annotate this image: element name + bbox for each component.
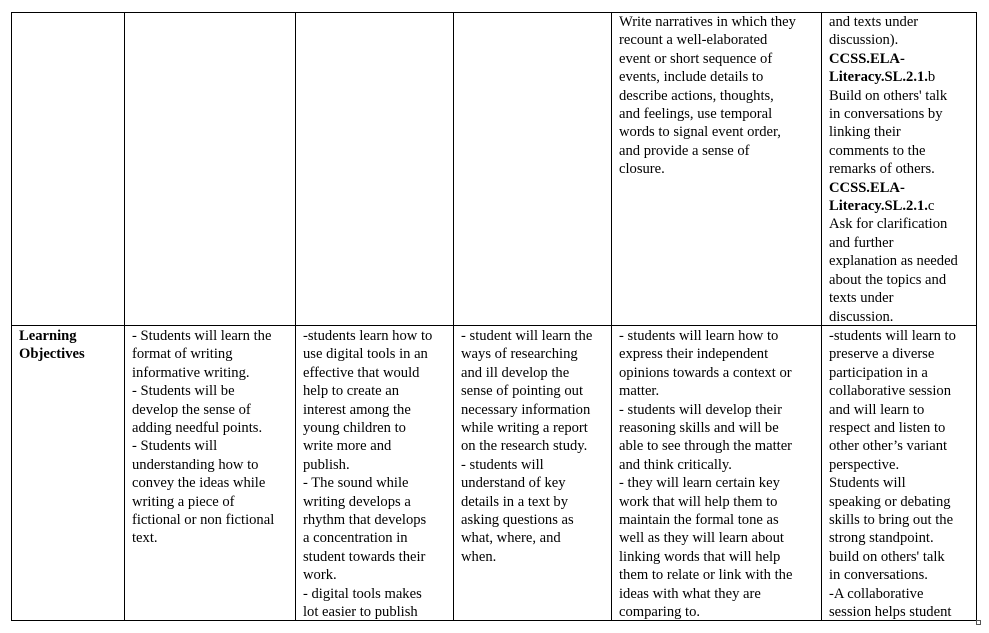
text-line: recount a well-elaborated [619,32,768,49]
text-line: ideas with what they are [619,585,761,602]
text-line: speaking or debating [829,493,951,510]
text-line: young children to [303,420,406,437]
text-line: and feelings, use temporal [619,106,773,123]
text-line: collaborative session [829,383,951,400]
text-line: participation in a [829,364,928,381]
text-line: sense of pointing out [461,383,584,400]
text-line: and ill develop the [461,364,570,381]
text-line: and texts under [829,14,919,30]
text-line: use digital tools in an [303,346,428,363]
text-line: lot easier to publish [303,604,418,620]
text-line: help to create an [303,383,400,400]
text-line: understanding how to [132,456,259,473]
text-line: Build on others' talk [829,87,948,104]
learning-objectives-col6-cell [822,327,976,620]
text-line: - digital tools makes [303,585,422,602]
text-line: - students will learn how to [619,328,779,344]
text-line: convey the ideas while [132,475,266,492]
text-line: adding needful points. [132,420,263,437]
text-line: strong standpoint. [829,530,934,547]
text-line: - students will develop their [619,401,782,418]
text-line: asking questions as [461,512,574,529]
row-label: Learning [19,328,77,344]
text-line: other other’s variant [829,438,948,455]
text-line: closure. [619,161,665,178]
text-line: -students learn how to [303,328,433,344]
text-line: - student will learn the [461,328,593,344]
top-row-col5-cell [612,13,821,325]
text-line: publish. [303,456,350,473]
standard-code: CCSS.ELA- [829,179,905,196]
text-line: when. [461,548,497,565]
text-line: what, where, and [461,530,561,547]
text-line: perspective. [829,456,900,473]
text-line: opinions towards a context or [619,364,792,381]
text-line: - they will learn certain key [619,475,780,492]
text-line: and further [829,234,894,251]
text-line: format of writing [132,346,233,363]
table-border-bottom [11,620,977,621]
text-line: discussion). [829,32,899,49]
text-line: interest among the [303,401,411,418]
text-line: and provide a sense of [619,142,750,159]
standard-code-line [829,197,971,215]
top-row-col1-cell [12,13,124,325]
learning-objectives-col3-cell [296,327,453,620]
text-line: - The sound while [303,475,409,492]
text-line: describe actions, thoughts, [619,87,774,104]
text-line: necessary information [461,401,591,418]
text-line: them to relate or link with the [619,567,793,584]
text-line: session helps student [829,604,952,620]
text-line: matter. [619,383,660,400]
standard-code: Literacy.SL.2.1. [829,69,928,86]
text-line: text. [132,530,158,547]
text-line: -A collaborative [829,585,924,602]
text-line: effective that would [303,364,420,381]
text-line: informative writing. [132,364,250,381]
text-line: events, include details to [619,69,764,86]
text-line: linking words that will help [619,548,781,565]
text-line: write more and [303,438,392,455]
text-line: comments to the [829,142,926,159]
text-line: respect and listen to [829,420,946,437]
text-line: student towards their [303,548,426,565]
text-line: linking their [829,124,901,141]
text-line: texts under [829,290,894,307]
text-line: in conversations. [829,567,928,584]
text-line: work. [303,567,337,584]
text-line: able to see through the matter [619,438,793,455]
text-line: - Students will learn the [132,328,272,344]
text-line: and think critically. [619,456,732,473]
text-line: comparing to. [619,604,701,620]
row-label: Objectives [19,346,85,363]
top-row-col2-cell [125,13,295,325]
standard-code: Literacy.SL.2.1. [829,198,928,215]
text-line: preserve a diverse [829,346,935,363]
text-line: ways of researching [461,346,578,363]
text-line: a concentration in [303,530,408,547]
text-line: details in a text by [461,493,568,510]
text-line: develop the sense of [132,401,251,418]
row-divider [11,325,977,326]
top-row-col4-cell [454,13,611,325]
text-line: in conversations by [829,106,943,123]
text-line: Students will [829,475,906,492]
top-row-col6-cell [822,13,976,325]
text-line: express their independent [619,346,769,363]
text-line: remarks of others. [829,161,935,178]
standard-code: CCSS.ELA- [829,50,905,67]
text-line: explanation as needed [829,253,958,270]
text-line: writing develops a [303,493,411,510]
text-line: fictional or non fictional [132,512,275,529]
text-line: - Students will [132,438,218,455]
learning-objectives-label-cell [12,327,124,620]
text-line: on the research study. [461,438,588,455]
text-line: maintain the formal tone as [619,512,779,529]
table-border-right [976,12,977,621]
text-line: words to signal event order, [619,124,781,141]
standard-suffix: b [927,69,936,86]
standard-suffix: c [927,198,935,215]
top-row-col3-cell [296,13,453,325]
text-line: skills to bring out the [829,512,954,529]
table-resize-handle[interactable] [976,620,981,625]
text-line: discussion. [829,308,894,325]
text-line: -students will learn to [829,328,956,344]
text-line: understand of key [461,475,566,492]
text-line: build on others' talk [829,548,945,565]
text-line: work that will help them to [619,493,778,510]
text-line: Write narratives in which they [619,14,796,30]
text-line: - Students will be [132,383,235,400]
text-line: writing a piece of [132,493,235,510]
standard-code-line [829,68,971,86]
learning-objectives-col4-cell [454,327,611,620]
text-line: about the topics and [829,271,947,288]
text-line: while writing a report [461,420,588,437]
text-line: rhythm that develops [303,512,427,529]
text-line: Ask for clarification [829,216,948,233]
learning-objectives-col5-cell [612,327,821,620]
text-line: - students will [461,456,544,473]
text-line: reasoning skills and will be [619,420,779,437]
text-line: and will learn to [829,401,925,418]
text-line: well as they will learn about [619,530,784,547]
learning-objectives-col2-cell [125,327,295,620]
text-line: event or short sequence of [619,50,773,67]
